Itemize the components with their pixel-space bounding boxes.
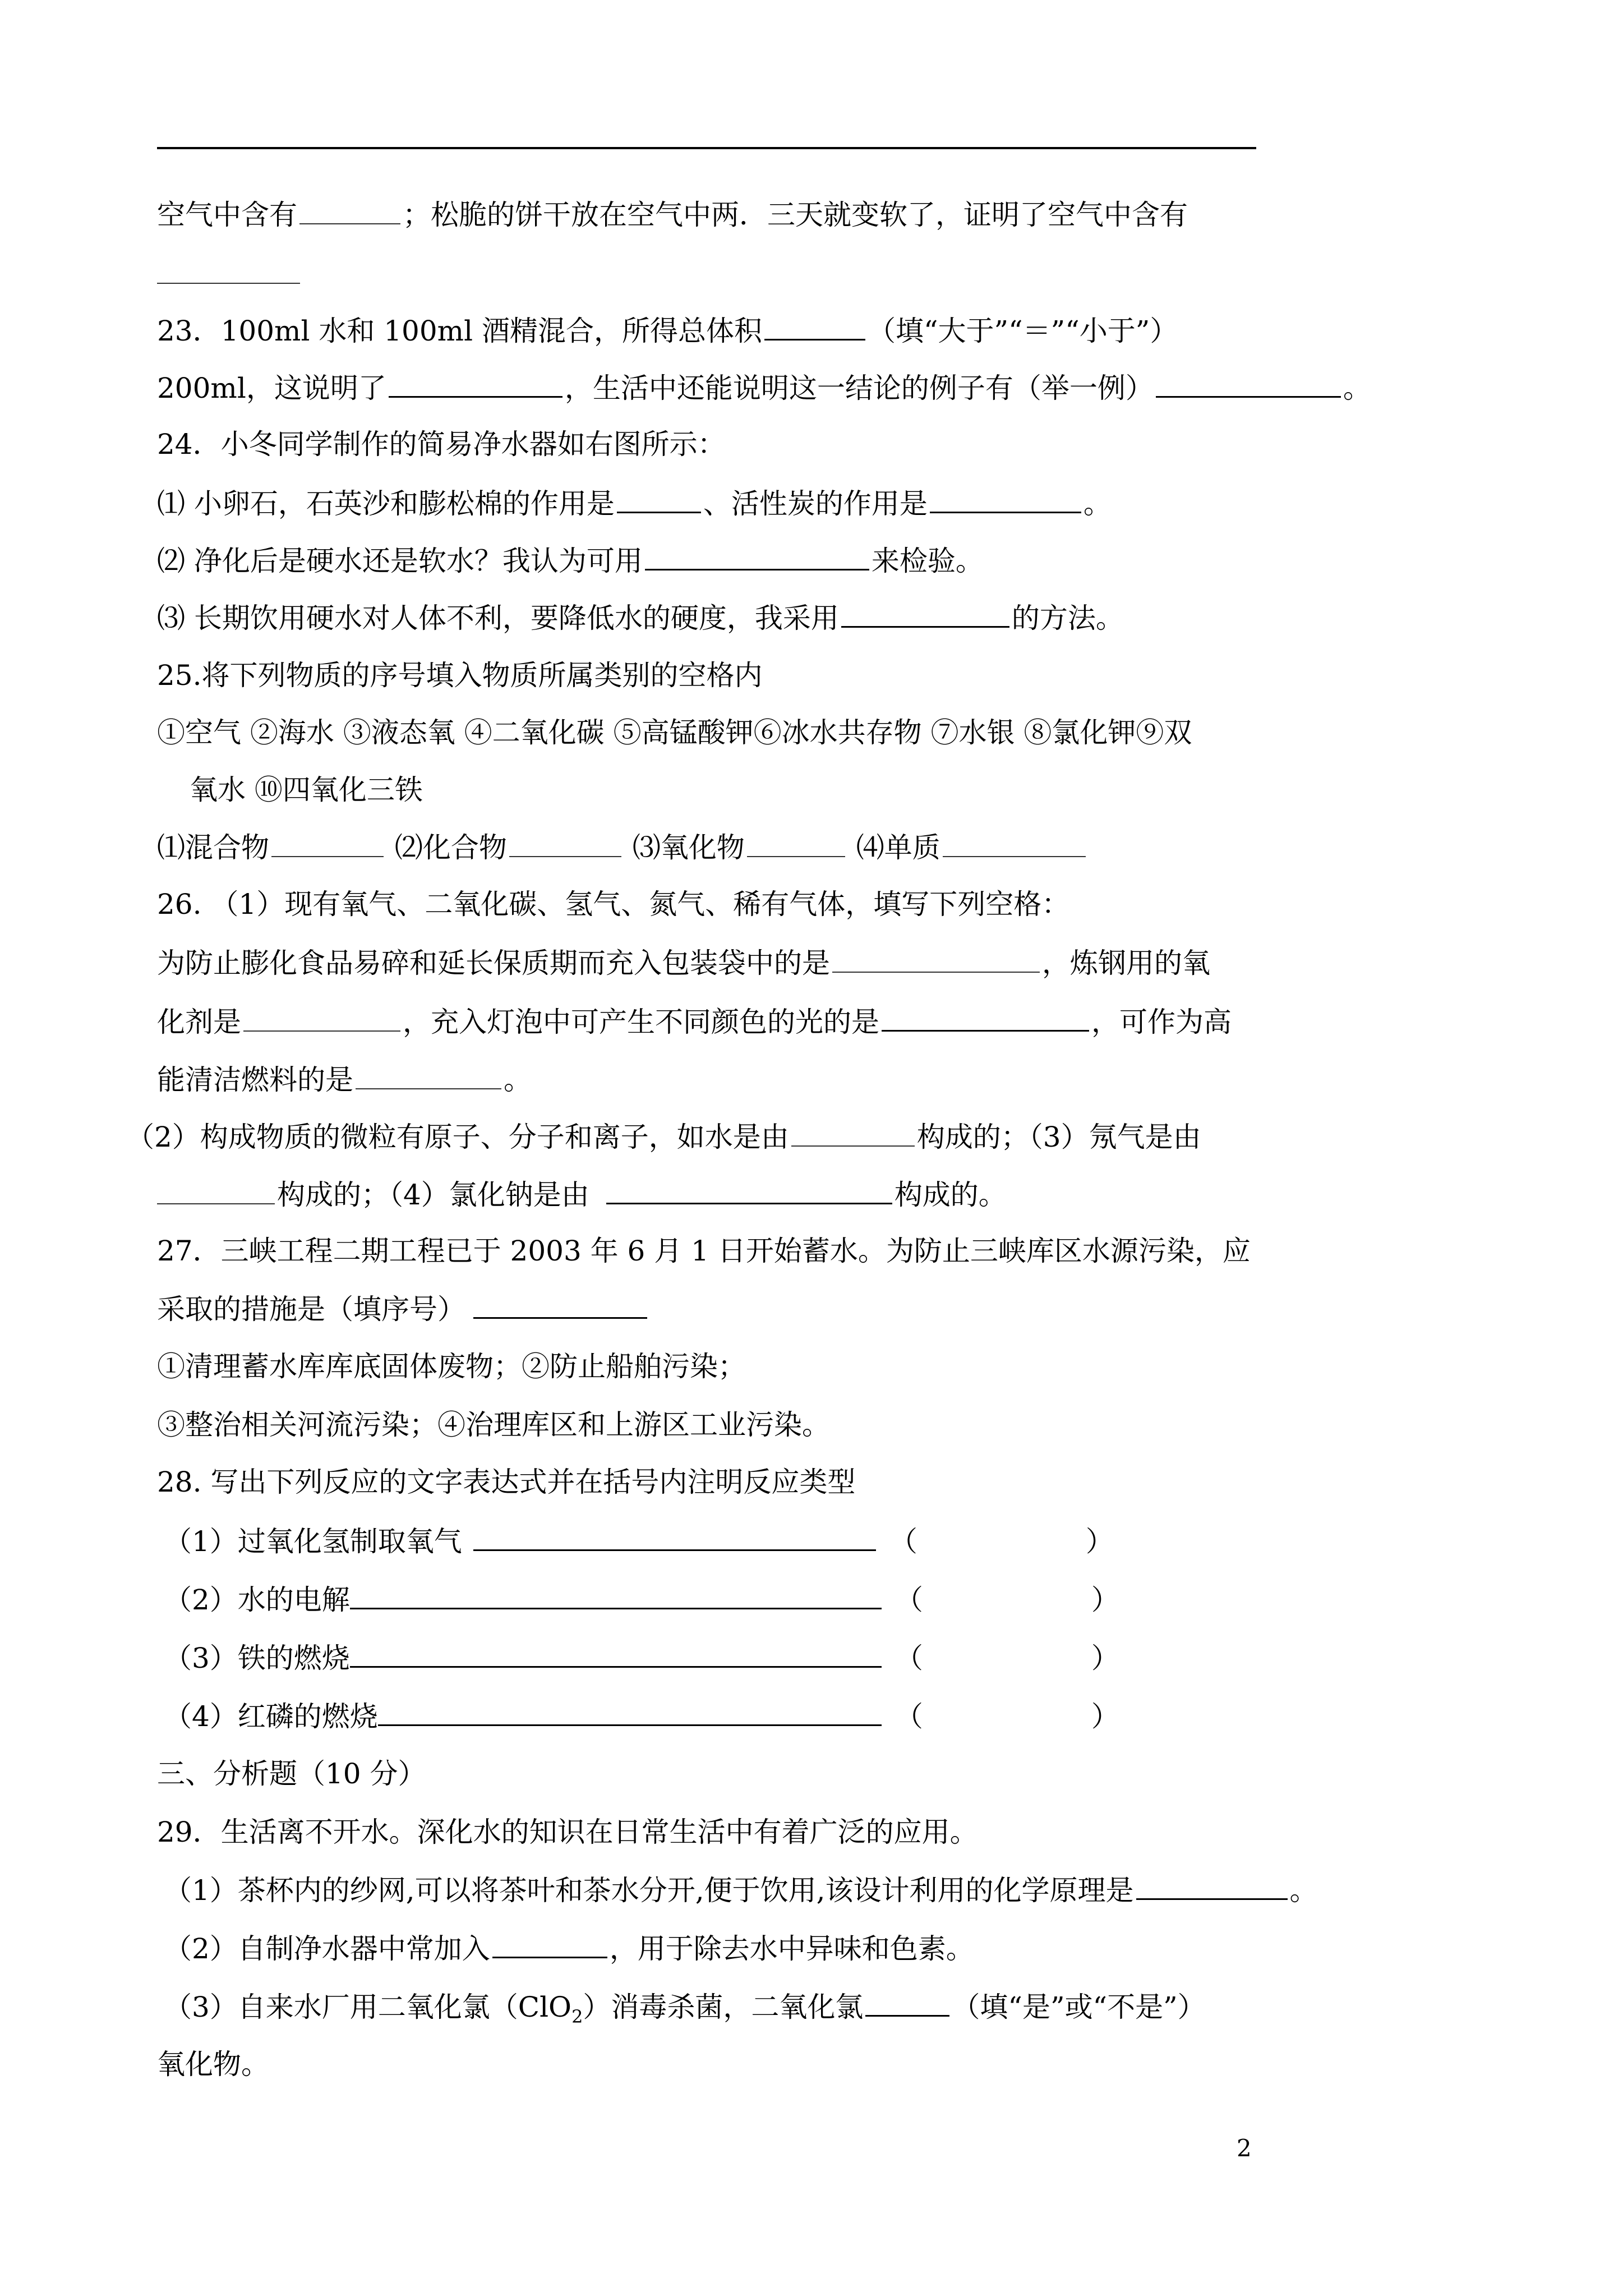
blank bbox=[882, 1004, 1089, 1032]
q28-r4 bbox=[164, 1699, 1119, 1733]
text: 200ml，这说明了 bbox=[157, 372, 386, 404]
text: 为防止膨化食品易碎和延长保质期而充入包装袋中的是 bbox=[157, 947, 830, 979]
q25-categories bbox=[157, 830, 1088, 864]
text: ⑵化合物 bbox=[394, 831, 507, 864]
text: 空气中含有 bbox=[157, 199, 297, 231]
text: （ bbox=[895, 1584, 923, 1616]
text: ⑴ 小卵石，石英沙和膨松棉的作用是 bbox=[157, 487, 615, 520]
text: （ bbox=[889, 1525, 917, 1558]
text: 采取的措施是（填序号） bbox=[157, 1293, 465, 1326]
blank bbox=[1156, 370, 1341, 398]
text: ） bbox=[1091, 1584, 1119, 1616]
blank bbox=[865, 1989, 949, 2017]
text: ⑶氧化物 bbox=[632, 831, 745, 864]
text: ；松脆的饼干放在空气中两．三天就变软了，证明了空气中含有 bbox=[403, 199, 1188, 231]
q29-p2 bbox=[164, 1931, 974, 1966]
text: （填“大于”“＝”“小于”） bbox=[867, 315, 1178, 347]
text: 。 bbox=[1083, 487, 1112, 520]
blank bbox=[356, 1062, 501, 1089]
blank bbox=[606, 1177, 892, 1204]
text: （1）茶杯内的纱网,可以将茶叶和茶水分开,便于饮用,该设计利用的化学原理是 bbox=[164, 1874, 1134, 1907]
blank bbox=[617, 486, 701, 513]
text: ） bbox=[1091, 1700, 1119, 1733]
text: （3）自来水厂用二氧化氯（ClO bbox=[164, 1991, 572, 2023]
blank bbox=[473, 1291, 647, 1319]
q27-l4: ③整治相关河流污染；④治理库区和上游区工业污染。 bbox=[157, 1409, 830, 1441]
blank bbox=[943, 830, 1086, 857]
text: 构成的。 bbox=[894, 1179, 1007, 1211]
blank bbox=[350, 1640, 882, 1668]
blank bbox=[645, 543, 869, 570]
q23-line1 bbox=[157, 313, 1178, 348]
blank bbox=[243, 1005, 400, 1032]
blank bbox=[492, 1931, 607, 1958]
blank bbox=[832, 946, 1040, 973]
q27-l1: 27．三峡工程二期工程已于 2003 年 6 月 1 日开始蓄水。为防止三峡库区水源污染，应 bbox=[157, 1235, 1251, 1267]
q25-title: 25.将下列物质的序号填入物质所属类别的空格内 bbox=[157, 659, 763, 692]
text: ，用于除去水中异味和色素。 bbox=[609, 1932, 974, 1965]
q29-title: 29．生活离不开水。深化水的知识在日常生活中有着广泛的应用。 bbox=[157, 1816, 978, 1848]
blank bbox=[473, 1524, 876, 1551]
text: （ bbox=[895, 1642, 923, 1674]
text: ） bbox=[1091, 1642, 1119, 1674]
blank bbox=[157, 1177, 275, 1204]
q29-p3 bbox=[164, 1989, 1206, 2033]
blank bbox=[350, 1582, 882, 1609]
text: 23．100ml 水和 100ml 酒精混合，所得总体积 bbox=[157, 315, 762, 347]
q29-p4: 氧化物。 bbox=[157, 2048, 269, 2081]
q28-r2 bbox=[164, 1582, 1119, 1617]
q23-line2 bbox=[157, 370, 1371, 405]
text: ）消毒杀菌，二氧化氯 bbox=[583, 1991, 864, 2023]
q27-l2 bbox=[157, 1291, 649, 1326]
text: （ bbox=[895, 1700, 923, 1733]
blank bbox=[509, 830, 621, 857]
q28-r3 bbox=[164, 1640, 1119, 1675]
q25-items2: 氧水 ⑩四氧化三铁 bbox=[190, 774, 423, 806]
text: 、活性炭的作用是 bbox=[703, 487, 928, 520]
page-number: 2 bbox=[1237, 2134, 1252, 2162]
text: ⑵ 净化后是硬水还是软水？我认为可用 bbox=[157, 545, 643, 577]
text: ⑴混合物 bbox=[157, 831, 269, 864]
text: ，炼钢用的氧 bbox=[1042, 947, 1210, 979]
q26-l3 bbox=[157, 1062, 532, 1097]
subscript: 2 bbox=[571, 2006, 583, 2027]
text: 。 bbox=[504, 1064, 532, 1096]
text: （1）过氧化氢制取氧气 bbox=[164, 1525, 462, 1558]
q28-r1 bbox=[164, 1524, 1114, 1558]
q28-title: 28. 写出下列反应的文字表达式并在括号内注明反应类型 bbox=[157, 1466, 856, 1498]
blank bbox=[378, 1699, 882, 1726]
q26-l1 bbox=[157, 946, 1210, 980]
blank bbox=[841, 600, 1009, 628]
q26-l2 bbox=[157, 1004, 1232, 1039]
text: ⑶ 长期饮用硬水对人体不利，要降低水的硬度，我采用 bbox=[157, 602, 839, 634]
blank bbox=[791, 1120, 915, 1147]
section3-heading: 三、分析题（10 分） bbox=[157, 1757, 426, 1790]
text: 构成的；（3）氖气是由 bbox=[916, 1121, 1201, 1153]
text: ⑷单质 bbox=[856, 831, 940, 864]
q25-items1: ①空气 ②海水 ③液态氧 ④二氧化碳 ⑤高锰酸钾⑥冰水共存物 ⑦水银 ⑧氯化钾⑨双 bbox=[157, 716, 1192, 749]
text: （2）水的电解 bbox=[164, 1584, 350, 1616]
blank bbox=[389, 370, 562, 398]
q24-p3 bbox=[157, 600, 1124, 635]
text: 来检验。 bbox=[871, 545, 984, 577]
text: ） bbox=[1085, 1525, 1114, 1558]
q24-title: 24．小冬同学制作的简易净水器如右图所示： bbox=[157, 428, 726, 461]
blank bbox=[1136, 1872, 1288, 1900]
q24-p2 bbox=[157, 543, 984, 578]
text: （4）红磷的燃烧 bbox=[164, 1700, 378, 1733]
text: 能清洁燃料的是 bbox=[157, 1064, 353, 1096]
q24-p1 bbox=[157, 486, 1112, 521]
q26-title: 26. （1）现有氧气、二氧化碳、氢气、氮气、稀有气体，填写下列空格： bbox=[157, 888, 1070, 921]
text: 的方法。 bbox=[1011, 602, 1124, 634]
q26-l4 bbox=[126, 1120, 1201, 1154]
blank bbox=[299, 197, 400, 224]
text: ，充入灯泡中可产生不同颜色的光的是 bbox=[403, 1006, 879, 1038]
q22-line bbox=[157, 197, 1188, 232]
q22-blank-line bbox=[157, 257, 300, 291]
text: ，可作为高 bbox=[1091, 1006, 1232, 1038]
top-rule bbox=[157, 147, 1256, 149]
text: 构成的；（4）氯化钠是由 bbox=[277, 1179, 589, 1211]
text: 。 bbox=[1289, 1874, 1318, 1907]
q27-l3: ①清理蓄水库库底固体废物；②防止船舶污染； bbox=[157, 1350, 746, 1383]
blank bbox=[157, 257, 300, 284]
text: （2）构成物质的微粒有原子、分子和离子，如水是由 bbox=[126, 1121, 789, 1153]
text: 化剂是 bbox=[157, 1006, 241, 1038]
text: ，生活中还能说明这一结论的例子有（举一例） bbox=[564, 372, 1154, 404]
q26-l5 bbox=[157, 1177, 1007, 1212]
text: （2）自制净水器中常加入 bbox=[164, 1932, 490, 1965]
blank bbox=[271, 830, 384, 857]
blank bbox=[930, 486, 1081, 513]
text: （填“是”或“不是”） bbox=[952, 1991, 1206, 2023]
text: 。 bbox=[1343, 372, 1371, 404]
text: （3）铁的燃烧 bbox=[164, 1642, 350, 1674]
blank bbox=[764, 313, 865, 341]
blank bbox=[747, 830, 845, 857]
q29-p1 bbox=[164, 1872, 1318, 1907]
